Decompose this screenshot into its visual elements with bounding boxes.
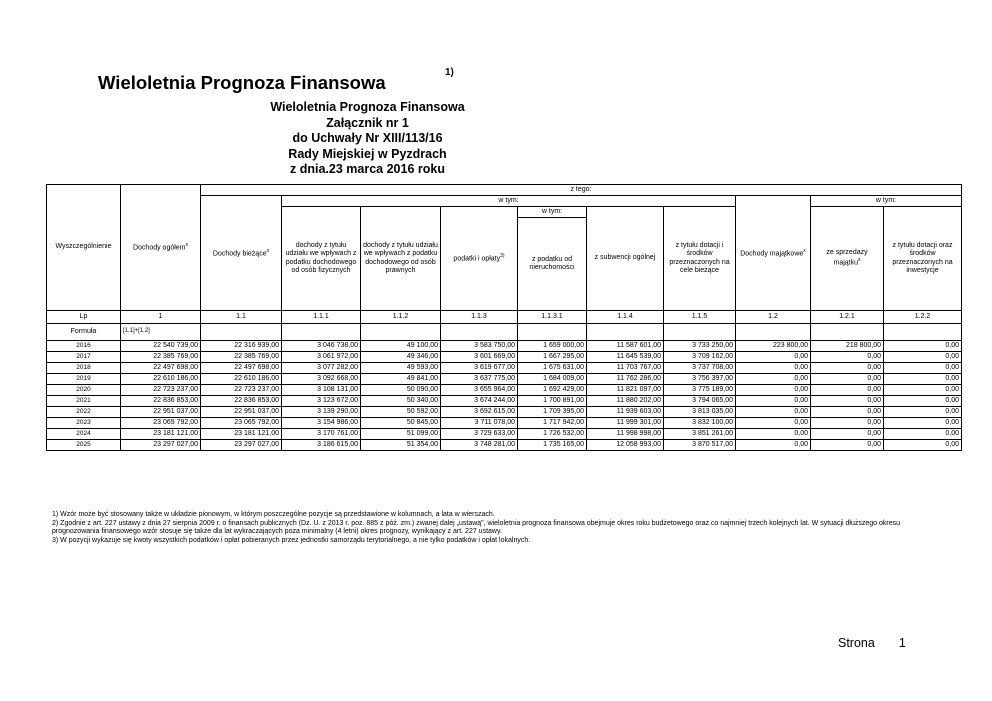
year-cell: 2017 <box>47 352 121 363</box>
value-cell: 3 794 065,00 <box>664 396 736 407</box>
value-cell: 49 593,00 <box>361 363 441 374</box>
value-cell: 0,00 <box>811 363 884 374</box>
value-cell: 0,00 <box>736 396 811 407</box>
lp-cell: 1.1.2 <box>361 311 441 324</box>
value-cell: 0,00 <box>884 396 962 407</box>
value-cell: 51 099,00 <box>361 429 441 440</box>
value-cell: 3 655 964,00 <box>441 385 518 396</box>
value-cell: 11 762 286,00 <box>587 374 664 385</box>
value-cell: 0,00 <box>884 363 962 374</box>
value-cell: 0,00 <box>884 418 962 429</box>
value-cell: 0,00 <box>736 352 811 363</box>
value-cell: 3 711 078,00 <box>441 418 518 429</box>
formula-label: Formuła <box>47 324 121 341</box>
value-cell: 1 659 000,00 <box>518 341 587 352</box>
value-cell: 11 880 202,00 <box>587 396 664 407</box>
value-cell: 3 046 738,00 <box>282 341 361 352</box>
value-cell: 0,00 <box>884 407 962 418</box>
lp-cell: 1.1 <box>201 311 282 324</box>
value-cell: 1 675 631,00 <box>518 363 587 374</box>
value-cell: 51 354,00 <box>361 440 441 451</box>
lp-cell: 1.1.5 <box>664 311 736 324</box>
value-cell: 0,00 <box>811 418 884 429</box>
lp-cell: 1.2.2 <box>884 311 962 324</box>
value-cell: 11 998 998,00 <box>587 429 664 440</box>
year-cell: 2019 <box>47 374 121 385</box>
value-cell: 3 756 397,00 <box>664 374 736 385</box>
value-cell: 23 065 792,00 <box>201 418 282 429</box>
value-cell: 3 601 669,00 <box>441 352 518 363</box>
value-cell: 22 385 769,00 <box>121 352 201 363</box>
header-dochody-majatkowe: Dochody majątkowe$^x$ <box>736 196 811 311</box>
value-cell: 49 841,00 <box>361 374 441 385</box>
header-wyszczegolnienie: Wyszczególnienie <box>47 185 121 311</box>
value-cell: 22 836 853,00 <box>121 396 201 407</box>
value-cell: 1 709 395,00 <box>518 407 587 418</box>
formula-row <box>47 324 962 341</box>
lp-row <box>47 311 962 324</box>
value-cell: 3 737 708,00 <box>664 363 736 374</box>
lp-cell: 1.1.3.1 <box>518 311 587 324</box>
page-label: Strona <box>838 636 875 650</box>
table-row <box>47 341 962 352</box>
value-cell: 3 637 775,00 <box>441 374 518 385</box>
year-cell: 2024 <box>47 429 121 440</box>
formula-value: [1.1]+[1.2] <box>121 324 201 341</box>
value-cell: 0,00 <box>736 429 811 440</box>
value-cell: 1 700 891,00 <box>518 396 587 407</box>
subtitle-block <box>215 100 520 178</box>
footnote: 1) Wzór może być stosowany także w układzie pionowym, w którym poszczególne pozycje są przedstawione w kolumnach, a lata w wierszach. <box>52 511 495 518</box>
value-cell: 3 748 281,00 <box>441 440 518 451</box>
value-cell: 3 709 162,00 <box>664 352 736 363</box>
value-cell: 218 800,00 <box>811 341 884 352</box>
value-cell: 3 733 250,00 <box>664 341 736 352</box>
value-cell: 3 154 986,00 <box>282 418 361 429</box>
value-cell: 11 645 539,00 <box>587 352 664 363</box>
year-cell: 2021 <box>47 396 121 407</box>
subtitle-line: Załącznik nr 1 <box>326 115 409 130</box>
header-row-1 <box>47 185 962 196</box>
value-cell: 22 540 739,00 <box>121 341 201 352</box>
group-w-tym-majatkowe: w tym: <box>811 196 962 207</box>
value-cell: 3 870 517,00 <box>664 440 736 451</box>
value-cell: 22 951 037,00 <box>121 407 201 418</box>
table-row <box>47 407 962 418</box>
subtitle-line: do Uchwały Nr XIII/113/16 <box>292 131 443 146</box>
value-cell: 3 832 100,00 <box>664 418 736 429</box>
group-w-tym-podatki: w tym: <box>518 207 587 218</box>
value-cell: 0,00 <box>811 440 884 451</box>
value-cell: 1 735 165,00 <box>518 440 587 451</box>
value-cell: 0,00 <box>811 385 884 396</box>
value-cell: 1 684 009,00 <box>518 374 587 385</box>
value-cell: 22 610 186,00 <box>201 374 282 385</box>
year-cell: 2023 <box>47 418 121 429</box>
value-cell: 12 058 993,00 <box>587 440 664 451</box>
value-cell: 0,00 <box>884 385 962 396</box>
group-z-tego: z tego: <box>201 185 962 196</box>
value-cell: 23 297 027,00 <box>121 440 201 451</box>
year-cell: 2025 <box>47 440 121 451</box>
table-row <box>47 418 962 429</box>
value-cell: 22 497 698,00 <box>121 363 201 374</box>
lp-cell: 1.2 <box>736 311 811 324</box>
value-cell: 3 077 282,00 <box>282 363 361 374</box>
table-row <box>47 396 962 407</box>
subtitle-line: Rady Miejskiej w Pyzdrach <box>288 146 447 161</box>
value-cell: 0,00 <box>736 374 811 385</box>
value-cell: 22 951 037,00 <box>201 407 282 418</box>
value-cell: 1 726 532,00 <box>518 429 587 440</box>
lp-cell: 1.2.1 <box>811 311 884 324</box>
header-dotacji-inwestycje: z tytułu dotacji oraz środków przeznaczonych na inwestycje <box>884 207 962 311</box>
value-cell: 0,00 <box>811 374 884 385</box>
value-cell: 3 092 668,00 <box>282 374 361 385</box>
value-cell: 3 108 131,00 <box>282 385 361 396</box>
value-cell: 49 100,00 <box>361 341 441 352</box>
header-podatki: podatki i opłaty$^{3)}$ <box>441 207 518 311</box>
value-cell: 0,00 <box>736 363 811 374</box>
footnotes <box>52 511 932 545</box>
value-cell: 23 181 121,00 <box>201 429 282 440</box>
value-cell: 3 619 677,00 <box>441 363 518 374</box>
lp-cell: 1 <box>121 311 201 324</box>
value-cell: 0,00 <box>736 407 811 418</box>
page-value: 1 <box>898 636 906 650</box>
header-dochody-biezace: Dochody bieżące$^x$ <box>201 196 282 311</box>
value-cell: 0,00 <box>736 385 811 396</box>
value-cell: 3 583 750,00 <box>441 341 518 352</box>
header-pit: dochody z tytułu udziału we wpływach z podatku dochodowego od osób fizycznych <box>282 207 361 311</box>
group-w-tym-biezace: w tym: <box>282 196 736 207</box>
lp-cell: 1.1.1 <box>282 311 361 324</box>
value-cell: 3 061 972,00 <box>282 352 361 363</box>
value-cell: 3 139 290,00 <box>282 407 361 418</box>
table-row <box>47 429 962 440</box>
value-cell: 0,00 <box>884 429 962 440</box>
year-cell: 2016 <box>47 341 121 352</box>
value-cell: 23 297 027,00 <box>201 440 282 451</box>
table-row <box>47 363 962 374</box>
value-cell: 0,00 <box>884 440 962 451</box>
value-cell: 11 703 767,00 <box>587 363 664 374</box>
value-cell: 22 610 186,00 <box>121 374 201 385</box>
value-cell: 0,00 <box>811 352 884 363</box>
year-cell: 2018 <box>47 363 121 374</box>
value-cell: 22 836 853,00 <box>201 396 282 407</box>
value-cell: 50 340,00 <box>361 396 441 407</box>
value-cell: 3 674 244,00 <box>441 396 518 407</box>
value-cell: 11 821 097,00 <box>587 385 664 396</box>
header-sprzedazy: ze sprzedaży majątku$^x$ <box>811 207 884 311</box>
footnote-reference: 1) <box>445 67 454 78</box>
value-cell: 3 123 672,00 <box>282 396 361 407</box>
value-cell: 50 592,00 <box>361 407 441 418</box>
value-cell: 22 723 237,00 <box>121 385 201 396</box>
value-cell: 50 090,00 <box>361 385 441 396</box>
value-cell: 50 845,00 <box>361 418 441 429</box>
header-dotacji-biezace: z tytułu dotacji i środków przeznaczonych na cele bieżące <box>664 207 736 311</box>
value-cell: 3 775 189,00 <box>664 385 736 396</box>
lp-cell: 1.1.3 <box>441 311 518 324</box>
data-rows <box>47 341 962 451</box>
value-cell: 22 385 769,00 <box>201 352 282 363</box>
main-title: Wieloletnia Prognoza Finansowa <box>98 72 386 93</box>
subtitle-line: Wieloletnia Prognoza Finansowa <box>270 100 465 114</box>
table-row <box>47 440 962 451</box>
value-cell: 3 813 035,00 <box>664 407 736 418</box>
value-cell: 3 851 261,00 <box>664 429 736 440</box>
value-cell: 23 065 792,00 <box>121 418 201 429</box>
footnote: 2) Zgodnie z art. 227 ustawy z dnia 27 sierpnia 2009 r. o finansach publicznych (Dz. U. z 2013 r. poz. 885 z póź. zm.) zwanej dalej „ustawą", wieloletnia prognoza finansowa obejmuje okres roku budżetowego oraz co najmniej trzech kolejnych lat. W sytuacji dłuższego okresu prognozowania finansowego wzór stosuje się także dla lat wykraczających poza minimalny (4 letni) okres prognozy, wynikający z art. 227 ustawy. <box>52 519 900 536</box>
value-cell: 3 170 761,00 <box>282 429 361 440</box>
header-dochody-ogolem: Dochody ogółem$^x$ <box>121 185 201 311</box>
subtitle-line: z dnia.23 marca 2016 roku <box>290 162 445 177</box>
lp-cell: 1.1.4 <box>587 311 664 324</box>
value-cell: 11 999 301,00 <box>587 418 664 429</box>
value-cell: 11 939 603,00 <box>587 407 664 418</box>
value-cell: 0,00 <box>811 396 884 407</box>
page-number <box>838 636 930 650</box>
table-row <box>47 352 962 363</box>
value-cell: 22 497 698,00 <box>201 363 282 374</box>
value-cell: 49 346,00 <box>361 352 441 363</box>
value-cell: 1 717 942,00 <box>518 418 587 429</box>
value-cell: 0,00 <box>736 440 811 451</box>
value-cell: 22 723 237,00 <box>201 385 282 396</box>
year-cell: 2020 <box>47 385 121 396</box>
value-cell: 3 692 615,00 <box>441 407 518 418</box>
year-cell: 2022 <box>47 407 121 418</box>
value-cell: 0,00 <box>884 374 962 385</box>
value-cell: 23 181 121,00 <box>121 429 201 440</box>
value-cell: 3 186 615,00 <box>282 440 361 451</box>
value-cell: 0,00 <box>736 418 811 429</box>
value-cell: 1 667 295,00 <box>518 352 587 363</box>
table-row <box>47 385 962 396</box>
header-subwencji: z subwencji ogólnej <box>587 207 664 311</box>
header-cit: dochody z tytułu udziału we wpływach z podatku dochodowego od osób prawnych <box>361 207 441 311</box>
value-cell: 0,00 <box>811 407 884 418</box>
value-cell: 3 729 633,00 <box>441 429 518 440</box>
value-cell: 0,00 <box>884 341 962 352</box>
value-cell: 223 800,00 <box>736 341 811 352</box>
value-cell: 0,00 <box>811 429 884 440</box>
value-cell: 22 316 939,00 <box>201 341 282 352</box>
footnote: 3) W pozycji wykazuje się kwoty wszystkich podatków i opłat pobieranych przez jednostki samorządu terytorialnego, a nie tylko podatków i opłat lokalnych. <box>52 536 531 544</box>
table-row <box>47 374 962 385</box>
lp-cell: Lp <box>47 311 121 324</box>
value-cell: 11 587 601,00 <box>587 341 664 352</box>
forecast-table <box>46 184 962 451</box>
value-cell: 0,00 <box>884 352 962 363</box>
header-nieruchomosci: z podatku od nieruchomości <box>518 218 587 311</box>
value-cell: 1 692 429,00 <box>518 385 587 396</box>
